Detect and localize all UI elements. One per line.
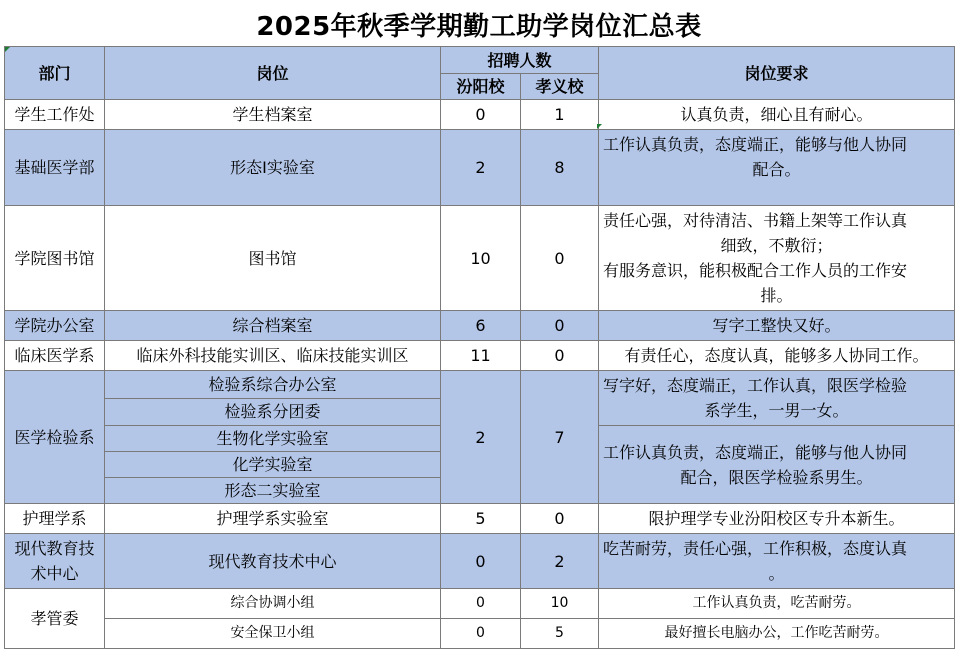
post-cell[interactable]: 检验系分团委 [105, 398, 441, 426]
dept-cell[interactable]: 学生工作处 [5, 100, 105, 130]
count-xiaoyi-cell[interactable]: 7 [521, 371, 599, 504]
count-xiaoyi-cell[interactable]: 0 [521, 206, 599, 311]
dept-cell[interactable] [5, 534, 105, 589]
post-cell[interactable]: 生物化学实验室 [105, 426, 441, 452]
count-xiaoyi-cell[interactable]: 0 [521, 311, 599, 341]
dept-cell[interactable]: 临床医学系 [5, 341, 105, 371]
post-cell[interactable]: 检验系综合办公室 [105, 371, 441, 399]
post-cell[interactable]: 安全保卫小组 [105, 619, 441, 649]
post-cell[interactable]: 形态I实验室 [105, 130, 441, 206]
count-xiaoyi-cell[interactable]: 0 [521, 341, 599, 371]
count-fenyang-cell[interactable]: 0 [441, 534, 521, 589]
post-cell[interactable]: 现代教育技术中心 [105, 534, 441, 589]
post-cell[interactable]: 化学实验室 [105, 452, 441, 478]
requirement-cell[interactable]: 有责任心，态度认真，能够多人协同工作。 [599, 341, 955, 371]
requirement-line: 工作认真负责，态度端正，能够与他人协同 [603, 135, 908, 154]
requirement-cell[interactable] [599, 426, 955, 504]
table-row [5, 311, 955, 341]
requirement-line: 细致，不敷衍； [720, 236, 833, 255]
count-fenyang-cell[interactable]: 2 [441, 130, 521, 206]
sheet-title: 2025年秋季学期勤工助学岗位汇总表 [4, 2, 954, 47]
count-fenyang-cell[interactable]: 6 [441, 311, 521, 341]
dept-cell[interactable]: 医学检验系 [5, 371, 105, 504]
table-row [5, 619, 955, 649]
dept-cell[interactable]: 护理学系 [5, 504, 105, 534]
dept-cell[interactable]: 学院图书馆 [5, 206, 105, 311]
count-fenyang-cell[interactable]: 0 [441, 589, 521, 619]
requirement-line: 。 [768, 564, 785, 583]
cell-note-marker-icon [597, 124, 602, 129]
cell-note-marker-icon [5, 47, 10, 52]
count-fenyang-cell[interactable]: 2 [441, 371, 521, 504]
count-xiaoyi-cell[interactable]: 0 [521, 504, 599, 534]
count-xiaoyi-cell[interactable]: 2 [521, 534, 599, 589]
header-dept: 部门 [5, 47, 105, 100]
requirement-line: 吃苦耐劳，责任心强，工作积极，态度认真 [603, 539, 908, 558]
dept-cell[interactable]: 孝管委 [5, 589, 105, 649]
table-row [5, 130, 955, 206]
post-cell[interactable]: 综合协调小组 [105, 589, 441, 619]
requirement-cell[interactable]: 认真负责，细心且有耐心。 [599, 100, 955, 130]
count-fenyang-cell[interactable]: 0 [441, 619, 521, 649]
requirement-line: 写字好，态度端正，工作认真，限医学检验 [603, 376, 908, 395]
jobs-table [4, 46, 955, 649]
table-row [5, 100, 955, 130]
post-cell[interactable]: 学生档案室 [105, 100, 441, 130]
requirement-line: 责任心强，对待清洁、书籍上架等工作认真 [603, 211, 908, 230]
post-cell[interactable]: 形态二实验室 [105, 478, 441, 504]
count-fenyang-cell[interactable]: 0 [441, 100, 521, 130]
count-xiaoyi-cell[interactable]: 8 [521, 130, 599, 206]
header-post: 岗位 [105, 47, 441, 100]
dept-cell[interactable]: 基础医学部 [5, 130, 105, 206]
table-row [5, 589, 955, 619]
header-recruit: 招聘人数 [441, 47, 599, 74]
requirement-line: 排。 [760, 286, 793, 305]
header-campus-xiaoyi: 孝义校 [521, 74, 599, 100]
table-row [5, 341, 955, 371]
count-xiaoyi-cell[interactable]: 1 [521, 100, 599, 130]
table-row [5, 534, 955, 589]
count-fenyang-cell[interactable]: 10 [441, 206, 521, 311]
table-row [5, 371, 955, 399]
requirement-cell[interactable]: 限护理学专业汾阳校区专升本新生。 [599, 504, 955, 534]
header-campus-fenyang: 汾阳校 [441, 74, 521, 100]
requirement-cell[interactable]: 写字工整快又好。 [599, 311, 955, 341]
table-row [5, 504, 955, 534]
count-fenyang-cell[interactable]: 11 [441, 341, 521, 371]
post-cell[interactable]: 综合档案室 [105, 311, 441, 341]
count-xiaoyi-cell[interactable]: 10 [521, 589, 599, 619]
requirement-cell[interactable] [599, 206, 955, 311]
dept-line: 术中心 [30, 564, 79, 583]
post-cell[interactable]: 图书馆 [105, 206, 441, 311]
header-requirements: 岗位要求 [599, 47, 955, 100]
requirement-line: 系学生，一男一女。 [704, 401, 849, 420]
count-fenyang-cell[interactable]: 5 [441, 504, 521, 534]
requirement-line: 配合，限医学检验系男生。 [680, 467, 873, 487]
table-row [5, 206, 955, 311]
dept-line: 现代教育技 [14, 539, 95, 558]
requirement-line: 配合。 [752, 160, 801, 179]
requirement-line: 有服务意识，能积极配合工作人员的工作安 [603, 261, 908, 280]
requirement-cell[interactable]: 工作认真负责，吃苦耐劳。 [599, 589, 955, 619]
requirement-cell[interactable]: 最好擅长电脑办公，工作吃苦耐劳。 [599, 619, 955, 649]
post-cell[interactable]: 护理学系实验室 [105, 504, 441, 534]
requirement-line: 工作认真负责，态度端正，能够与他人协同 [603, 442, 908, 462]
requirement-cell[interactable] [599, 130, 955, 206]
requirement-cell[interactable] [599, 534, 955, 589]
requirement-cell[interactable] [599, 371, 955, 426]
post-cell[interactable]: 临床外科技能实训区、临床技能实训区 [105, 341, 441, 371]
dept-cell[interactable]: 学院办公室 [5, 311, 105, 341]
count-xiaoyi-cell[interactable]: 5 [521, 619, 599, 649]
